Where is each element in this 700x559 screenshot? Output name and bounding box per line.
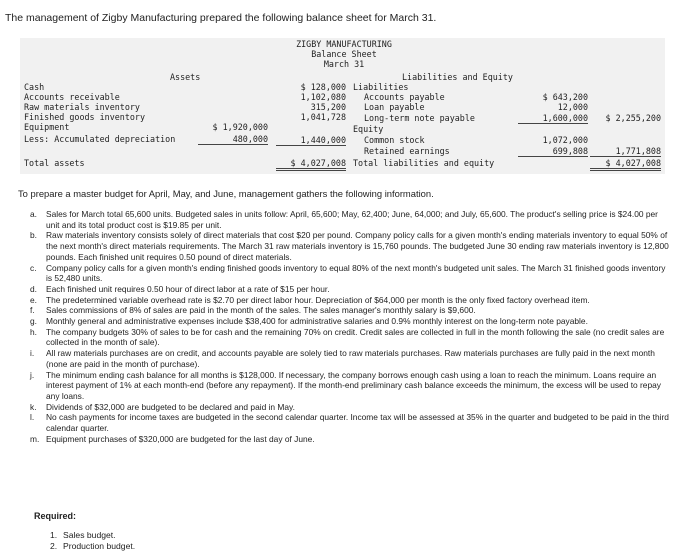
list-item [30,327,670,348]
item-label: l. [30,412,35,423]
item-text: Each finished unit requires 0.50 hour of direct labor at a rate of $15 per hour. [46,283,330,294]
item-text: All raw materials purchases are on credit, and accounts payable are solely tied to raw materials purchases. Raw materials purchases are fully paid in the next month (none are paid in the month of purchase). [46,348,655,369]
company-name: ZIGBY MANUFACTURING [296,39,392,49]
required-item-label: 2. [50,541,58,551]
long-term-note-value: 1,600,000 [518,113,588,124]
equipment-label: Equipment [24,122,70,132]
assets-heading: Assets [170,72,201,82]
problem-intro: The management of Zigby Manufacturing prepared the following balance sheet for March 31. [5,12,437,24]
list-item [30,263,670,284]
required-item [50,530,135,541]
accum-depreciation-value: 480,000 [198,134,268,145]
balance-sheet-header [284,39,404,69]
item-label: j. [30,369,35,380]
item-text: Company policy calls for a given month's ending finished goods inventory to equal 80% of the next month's budgeted unit sales. The March 31 finished goods inventory is 52,480 units. [46,262,666,284]
item-label: a. [30,209,37,219]
list-item [30,295,670,306]
liabilities-heading: Liabilities [353,82,409,92]
raw-materials-value: 315,200 [310,102,346,112]
required-heading: Required: [34,511,77,521]
finished-goods-value: 1,041,728 [300,112,346,122]
list-item [30,316,670,327]
item-text: The predetermined variable overhead rate is $2.70 per direct labor hour. Depreciation of $64,000 per month is the only fixed factory overhead item. [46,294,590,305]
list-item [30,230,670,262]
list-item [30,370,670,402]
retained-earnings-label: Retained earnings [364,146,450,156]
required-list [50,530,135,552]
item-label: k. [30,401,37,412]
item-text: Sales for March total 65,600 units. Budgeted sales in units follow: April, 65,600; May, 62,400; June, 64,000; and July, 65,600. The product's selling price is $24.00 per unit and its total product cost is $19.85 per unit. [46,209,658,230]
ar-value: 1,102,080 [300,92,346,102]
item-label: h. [30,326,37,337]
raw-materials-label: Raw materials inventory [24,102,140,112]
item-text: Dividends of $32,000 are budgeted to be declared and paid in May. [46,401,295,412]
accum-depreciation-label: Less: Accumulated depreciation [24,134,176,144]
statement-date: March 31 [323,59,365,69]
lead-in-text: To prepare a master budget for April, May, and June, management gathers the following information. [18,188,434,199]
accounts-payable-label: Accounts payable [364,92,445,102]
item-label: c. [30,262,37,273]
total-liab-equity-label: Total liabilities and equity [353,158,495,168]
list-item [30,412,670,433]
required-item-text: Sales budget. [63,530,116,540]
cash-value: $ 128,000 [300,82,346,92]
item-label: e. [30,294,37,305]
total-liab-equity-value: $ 4,027,008 [590,158,661,171]
required-item [50,541,135,552]
list-item [30,284,670,295]
net-equipment-value: 1,440,000 [276,135,346,146]
total-liabilities-value: $ 2,255,200 [605,113,661,123]
required-item-text: Production budget. [63,541,136,551]
statement-title: Balance Sheet [311,49,377,59]
item-label: f. [30,305,35,316]
item-text: The company budgets 30% of sales to be for cash and the remaining 70% on credit. Credit sales are collected in full in the month following the sale (no credit sales are collected in the month of sale). [46,326,665,348]
accounts-payable-value: $ 643,200 [542,92,588,102]
item-text: Monthly general and administrative expenses include $38,400 for administrative salaries and 0.9% monthly interest on the long-term note payable. [46,316,588,327]
loan-payable-label: Loan payable [364,102,425,112]
item-label: m. [30,433,40,444]
item-text: Raw materials inventory consists solely of direct materials that cost $20 per pound. Company policy calls for a given month's ending materials inventory to equal 50% of the next month's direct materials requirements. The March 31 raw materials inventory is 15,760 pounds. The budgeted June 30 ending raw materials inventory is 12,800 pounds. Each finished unit requires 0.50 pound of direct materials. [46,230,669,262]
list-item [30,348,670,369]
total-assets-value: $ 4,027,008 [276,158,346,171]
finished-goods-label: Finished goods inventory [24,112,146,122]
information-list [30,209,670,444]
balance-sheet [20,38,665,174]
list-item [30,402,670,413]
common-stock-label: Common stock [364,135,425,145]
item-label: d. [30,283,37,294]
equipment-value: $ 1,920,000 [212,122,268,132]
total-assets-label: Total assets [24,158,85,168]
list-item [30,434,670,445]
loan-payable-value: 12,000 [557,102,588,112]
item-text: Equipment purchases of $320,000 are budgeted for the last day of June. [46,433,315,444]
common-stock-value: 1,072,000 [542,135,588,145]
list-item [30,209,670,230]
liab-equity-heading: Liabilities and Equity [402,72,513,82]
retained-earnings-value: 699,808 [518,146,588,157]
total-equity-value: 1,771,808 [590,146,661,157]
item-text: The minimum ending cash balance for all months is $128,000. If necessary, the company borrows enough cash using a loan to reach the minimum. Loans require an interest payment of 1% at each month-end (before any repayment). If the month-end preliminary cash balance exceeds the minimum, the excess will be used to repay any loans. [46,369,661,401]
ar-label: Accounts receivable [24,92,120,102]
long-term-note-label: Long-term note payable [364,113,475,123]
item-text: Sales commissions of 8% of sales are paid in the month of the sales. The sales manager's monthly salary is $9,600. [46,305,476,316]
item-text: No cash payments for income taxes are budgeted in the second calendar quarter. Income tax will be assessed at 35% in the quarter and budgeted to be paid in the third calendar quarter. [46,412,669,434]
list-item [30,305,670,316]
item-label: g. [30,316,37,327]
item-label: i. [30,348,35,359]
equity-heading: Equity [353,124,384,134]
cash-label: Cash [24,82,45,92]
item-label: b. [30,230,37,241]
required-item-label: 1. [50,530,58,540]
